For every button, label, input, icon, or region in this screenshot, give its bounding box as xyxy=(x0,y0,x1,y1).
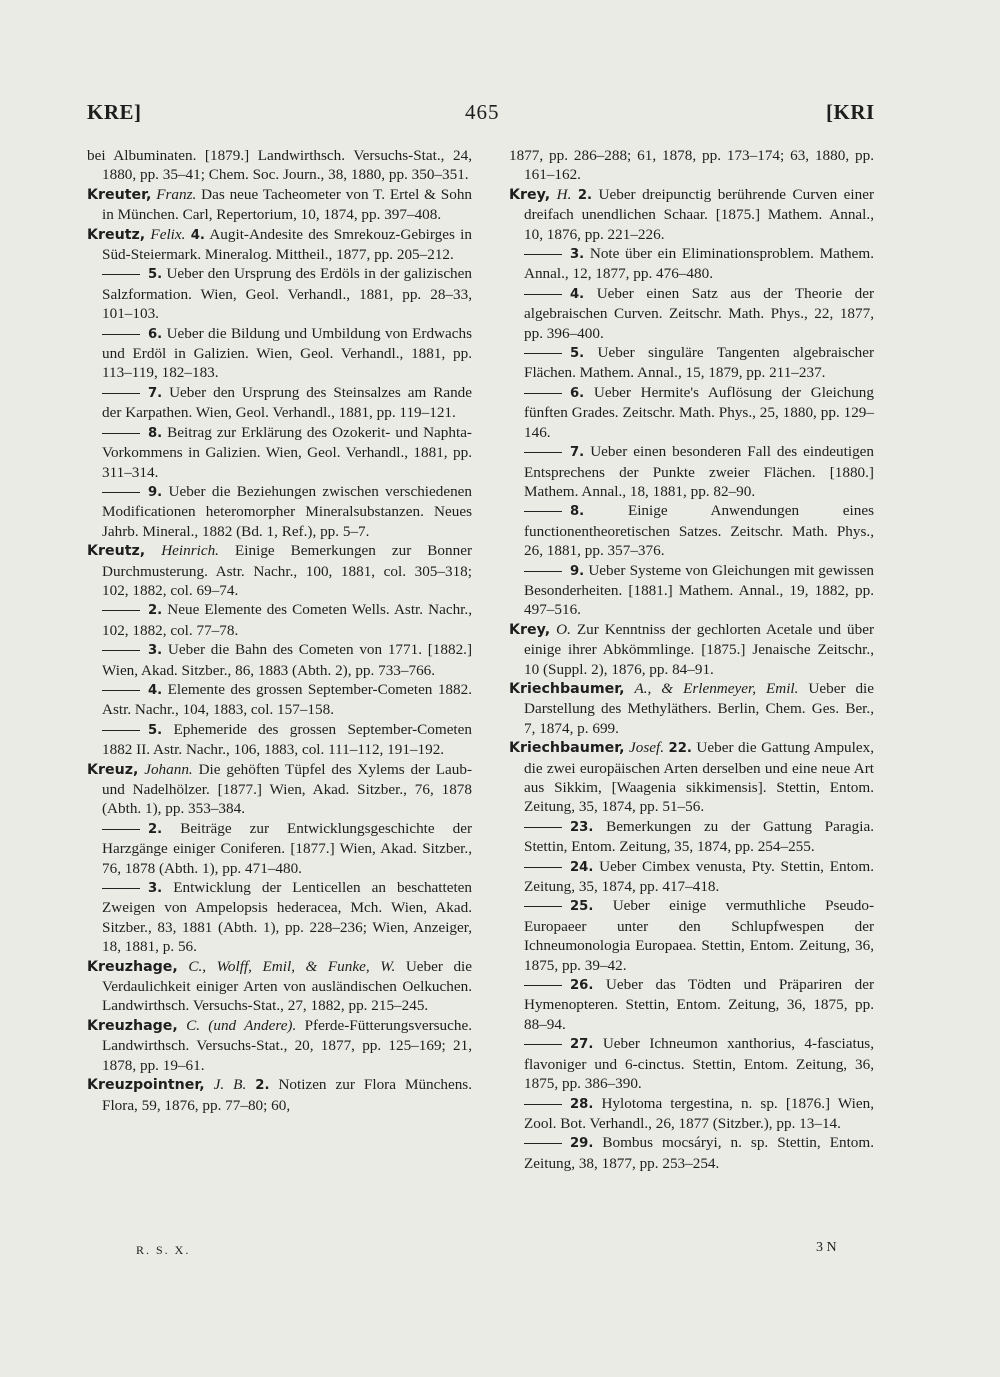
entry-text: Ueber einen Satz aus der Theorie der algebraischen Curven. Zeitschr. Math. Phys., 22, 1877, pp. 396–400. xyxy=(524,284,874,342)
author-given-name: H. xyxy=(556,185,572,203)
ditto-dash xyxy=(102,650,140,651)
entry-text: Ueber den Ursprung des Erdöls in der galizischen Salzformation. Wien, Geol. Verhandl., 1881, pp. 28–33, 101–103. xyxy=(102,265,472,323)
bibliography-entry xyxy=(509,146,874,185)
bibliography-entry xyxy=(509,284,874,343)
entry-text: Ueber einige vermuthliche Pseudo-Europaeer unter den Schlupfwespen der Ichneumonologia Europaea. Stettin, Entom. Zeitung, 36, 1875, pp. 39–42. xyxy=(524,897,875,974)
running-head-left: KRE] xyxy=(87,100,142,124)
ditto-dash xyxy=(524,827,562,828)
entry-number: 6. xyxy=(570,385,585,401)
entry-text: bei Albuminaten. [1879.] Landwirthsch. Versuchs-Stat., 24, 1880, pp. 35–41; Chem. Soc. Journ., 38, 1880, pp. 350–351. xyxy=(87,147,472,184)
entry-number: 4. xyxy=(570,286,585,302)
author-given-name: C., Wolff, Emil, & Funke, W. xyxy=(188,957,396,975)
author-name: Kreuzpointner, xyxy=(87,1077,205,1094)
entry-text: 1877, pp. 286–288; 61, 1878, pp. 173–174; 63, 1880, pp. 161–162. xyxy=(509,147,874,184)
bibliography-entry xyxy=(87,264,472,323)
entry-text: Ueber das Tödten und Präpariren der Hymenopteren. Stettin, Entom. Zeitung, 36, 1875, pp. 88–94. xyxy=(524,976,875,1033)
bibliography-entry xyxy=(87,482,472,541)
ditto-dash xyxy=(524,511,562,512)
entry-text: Hylotoma tergestina, n. sp. [1876.] Wien, Zool. Bot. Verhandl., 26, 1877 (Sitzber.), pp. 13–14. xyxy=(524,1094,874,1132)
right-column xyxy=(509,146,874,1173)
entry-text: Neue Elemente des Cometen Wells. Astr. Nachr., 102, 1882, col. 77–78. xyxy=(102,601,472,639)
entry-number: 3. xyxy=(148,643,163,659)
entry-text: Ueber den Ursprung des Steinsalzes am Rande der Karpathen. Wien, Geol. Verhandl., 1881, pp. 119–121. xyxy=(102,383,472,422)
author-given-name: A., & Erlenmeyer, Emil. xyxy=(634,679,799,697)
bibliography-entry xyxy=(509,975,874,1034)
bibliography-entry xyxy=(87,541,472,600)
bibliography-entry xyxy=(87,640,472,680)
bibliography-entry xyxy=(509,442,874,501)
bibliography-entry xyxy=(509,343,874,383)
bibliography-entry xyxy=(87,878,472,957)
ditto-dash xyxy=(102,690,140,691)
entry-number: 7. xyxy=(148,385,163,401)
entry-text: Ueber die Darstellung des Methyläthers. Berlin, Chem. Ges. Ber., 7, 1874, p. 699. xyxy=(524,679,875,737)
bibliography-entry xyxy=(87,146,472,185)
ditto-dash xyxy=(102,829,140,830)
entry-number: 22. xyxy=(668,741,692,757)
entry-text: Ephemeride des grossen September-Cometen 1882 II. Astr. Nachr., 106, 1883, col. 111–112, 191–192. xyxy=(102,720,472,759)
entry-number: 23. xyxy=(570,819,594,835)
entry-text: Das neue Tacheometer von T. Ertel & Sohn in München. Carl, Repertorium, 10, 1874, pp. 397–408. xyxy=(102,185,473,224)
entry-number: 8. xyxy=(148,425,163,441)
bibliography-entry xyxy=(87,957,472,1016)
entry-number: 25. xyxy=(570,899,594,915)
left-column xyxy=(87,146,472,1115)
entry-number: 2. xyxy=(577,187,593,203)
author-name: Kreuz, xyxy=(87,761,139,778)
entry-text: Beiträge zur Entwicklungsgeschichte der Harzgänge einiger Coniferen. [1877.] Wien, Akad. Sitzber., 76, 1878 (Abth. 1), pp. 471–480. xyxy=(102,819,472,877)
bibliography-entry xyxy=(87,600,472,640)
entry-text: Ueber einen besonderen Fall des eindeutigen Entsprechens der Punkte zweier Flächen. [1880.] Mathem. Annal., 18, 1881, pp. 82–90. xyxy=(524,443,875,500)
author-given-name: Franz. xyxy=(156,185,197,203)
bibliography-entry xyxy=(509,620,874,679)
author-name: Kriechbaumer, xyxy=(509,680,625,697)
author-given-name: Felix. xyxy=(150,225,186,243)
entry-number: 5. xyxy=(148,722,163,738)
entry-number: 9. xyxy=(570,563,585,579)
entry-number: 2. xyxy=(148,821,163,837)
author-name: Kreutz, xyxy=(87,226,146,243)
entry-text: Die gehöften Tüpfel des Xylems der Laub- und Nadelhölzer. [1877.] Wien, Akad. Sitzber., 76, 1878 (Abth. 1), pp. 353–384. xyxy=(102,760,473,818)
author-given-name: Heinrich. xyxy=(161,542,219,560)
entry-text: Ueber Cimbex venusta, Pty. Stettin, Entom. Zeitung, 35, 1874, pp. 417–418. xyxy=(524,857,875,896)
author-name: Krey, xyxy=(509,621,551,638)
bibliography-entry xyxy=(509,679,874,738)
entry-number: 7. xyxy=(570,445,585,461)
entry-number: 6. xyxy=(148,326,163,342)
bibliography-entry xyxy=(509,501,874,560)
entry-number: 26. xyxy=(570,978,594,994)
bibliography-entry xyxy=(509,857,874,897)
bibliography-entry xyxy=(87,680,472,720)
ditto-dash xyxy=(102,274,140,275)
bibliography-entry xyxy=(509,1034,874,1093)
ditto-dash xyxy=(524,393,562,394)
bibliography-entry xyxy=(509,1094,874,1134)
entry-text: Ueber die Bahn des Cometen von 1771. [1882.] Wien, Akad. Sitzber., 86, 1883 (Abth. 2), pp. 733–766. xyxy=(102,641,473,679)
bibliography-entry xyxy=(87,819,472,878)
entry-text: Bombus mocsáryi, n. sp. Stettin, Entom. Zeitung, 38, 1877, pp. 253–254. xyxy=(524,1134,875,1172)
entry-text: Bemerkungen zu der Gattung Paragia. Stettin, Entom. Zeitung, 35, 1874, pp. 254–255. xyxy=(524,817,874,856)
author-given-name: Josef. xyxy=(629,739,665,757)
ditto-dash xyxy=(524,452,562,453)
entry-number: 28. xyxy=(570,1096,594,1112)
bibliography-entry xyxy=(509,738,874,817)
entry-text: Ueber Hermite's Auflösung der Gleichung fünften Grades. Zeitschr. Math. Phys., 25, 1880, pp. 129–146. xyxy=(524,383,874,441)
ditto-dash xyxy=(102,334,140,335)
entry-text: Einige Bemerkungen zur Bonner Durchmusterung. Astr. Nachr., 100, 1881, col. 305–318; 102, 1882, col. 69–74. xyxy=(102,542,473,599)
author-name: Kreuzhage, xyxy=(87,1017,178,1034)
ditto-dash xyxy=(524,571,562,572)
author-name: Krey, xyxy=(509,186,551,203)
entry-text: Einige Anwendungen eines functionentheoretischen Satzes. Zeitschr. Math. Phys., 26, 1881, pp. 357–376. xyxy=(524,502,875,560)
ditto-dash xyxy=(102,610,140,611)
ditto-dash xyxy=(524,1143,562,1144)
bibliography-entry xyxy=(87,1075,472,1115)
ditto-dash xyxy=(524,985,562,986)
gathering-mark: 3 N xyxy=(816,1240,837,1255)
ditto-dash xyxy=(524,1104,562,1105)
bibliography-entry xyxy=(509,896,874,975)
page-number: 465 xyxy=(465,100,500,124)
running-head-right: [KRI xyxy=(826,100,875,124)
ditto-dash xyxy=(102,393,140,394)
author-given-name: Johann. xyxy=(144,760,193,778)
entry-number: 9. xyxy=(148,484,163,500)
author-given-name: O. xyxy=(556,620,571,638)
entry-text: Ueber Ichneumon xanthorius, 4-fasciatus, flavoniger und 6-cinctus. Stettin, Entom. Zeitung, 36, 1875, pp. 386–390. xyxy=(524,1035,875,1093)
entry-text: Ueber die Bildung und Umbildung von Erdwachs und Erdöl in Galizien. Wien, Geol. Verhandl., 1881, pp. 113–119, 182–183. xyxy=(102,324,473,382)
bibliography-entry xyxy=(509,817,874,857)
signature-mark: R. S. X. xyxy=(136,1243,191,1257)
bibliography-entry xyxy=(87,720,472,760)
entry-number: 8. xyxy=(570,504,585,520)
bibliography-entry xyxy=(87,383,472,423)
entry-number: 5. xyxy=(570,346,585,362)
entry-number: 29. xyxy=(570,1136,594,1152)
entry-text: Note über ein Eliminationsproblem. Mathem. Annal., 12, 1877, pp. 476–480. xyxy=(524,245,874,283)
entry-text: Augit-Andesite des Smrekouz-Gebirges in Süd-Steiermark. Mineralog. Mittheil., 1877, pp. 205–212. xyxy=(102,225,472,264)
ditto-dash xyxy=(524,254,562,255)
entry-number: 5. xyxy=(148,267,163,283)
entry-number: 2. xyxy=(255,1078,270,1094)
entry-number: 27. xyxy=(570,1037,594,1053)
ditto-dash xyxy=(524,906,562,907)
bibliography-entry xyxy=(87,225,472,265)
entry-number: 2. xyxy=(148,603,163,619)
ditto-dash xyxy=(102,492,140,493)
bibliography-entry xyxy=(509,561,874,620)
ditto-dash xyxy=(524,294,562,295)
entry-text: Ueber Systeme von Gleichungen mit gewissen Besonderheiten. [1881.] Mathem. Annal., 19, 1882, pp. 497–516. xyxy=(524,561,874,619)
bibliography-entry xyxy=(509,185,874,244)
bibliography-entry xyxy=(509,383,874,442)
entry-number: 24. xyxy=(570,859,594,875)
bibliography-entry xyxy=(87,185,472,225)
entry-text: Ueber die Verdaulichkeit einiger Arten von ausländischen Oelkuchen. Landwirthsch. Versuchs-Stat., 27, 1882, pp. 215–245. xyxy=(102,957,473,1015)
entry-text: Elemente des grossen September-Cometen 1882. Astr. Nachr., 104, 1883, col. 157–158. xyxy=(102,680,472,719)
author-name: Kriechbaumer, xyxy=(509,740,625,757)
entry-text: Ueber singuläre Tangenten algebraischer Flächen. Mathem. Annal., 15, 1879, pp. 211–237. xyxy=(524,344,875,382)
entry-number: 4. xyxy=(190,227,205,243)
author-given-name: C. (und Andere). xyxy=(186,1016,297,1034)
entry-text: Zur Kenntniss der gechlorten Acetale und über einige ihrer Abkömmlinge. [1875.] Jenaische Zeitschr., 10 (Suppl. 2), 1876, pp. 84–91. xyxy=(524,620,874,678)
author-name: Kreutz, xyxy=(87,543,146,560)
entry-text: Beitrag zur Erklärung des Ozokerit- und Naphta-Vorkommens in Galizien. Wien, Geol. Verhandl., 1881, pp. 311–314. xyxy=(102,423,472,481)
bibliography-entry xyxy=(87,324,472,383)
entry-text: Ueber dreipunctig berührende Curven einer dreifach unendlichen Schaar. [1875.] Mathem. Annal., 10, 1876, pp. 221–226. xyxy=(524,185,875,243)
entry-text: Pferde-Fütterungsversuche. Landwirthsch. Versuchs-Stat., 20, 1877, pp. 125–169; 21, 1878, pp. 19–61. xyxy=(102,1016,473,1074)
author-name: Kreuter, xyxy=(87,186,152,203)
bibliography-entry xyxy=(509,1133,874,1173)
entry-text: Ueber die Beziehungen zwischen verschiedenen Modificationen heteromorpher Mineralsubstanzen. Neues Jahrb. Mineral., 1882 (Bd. 1, Ref.), pp. 5–7. xyxy=(102,482,473,540)
bibliography-entry xyxy=(87,423,472,482)
author-given-name: J. B. xyxy=(213,1076,247,1094)
ditto-dash xyxy=(524,353,562,354)
ditto-dash xyxy=(102,888,140,889)
entry-text: Notizen zur Flora Münchens. Flora, 59, 1876, pp. 77–80; 60, xyxy=(102,1076,473,1114)
bibliography-entry xyxy=(87,1016,472,1075)
entry-number: 4. xyxy=(148,682,163,698)
bibliography-entry xyxy=(509,244,874,284)
ditto-dash xyxy=(102,730,140,731)
author-name: Kreuzhage, xyxy=(87,958,178,975)
ditto-dash xyxy=(524,1044,562,1045)
entry-number: 3. xyxy=(570,247,585,263)
ditto-dash xyxy=(524,867,562,868)
entry-number: 3. xyxy=(148,881,163,897)
entry-text: Ueber die Gattung Ampulex, die zwei europäischen Arten derselben und eine neue Art aus Sikkim, [Waagenia sikkimensis]. Stettin, Entom. Zeitung, 35, 1874, pp. 51–56. xyxy=(524,739,874,816)
bibliography-entry xyxy=(87,760,472,819)
ditto-dash xyxy=(102,433,140,434)
entry-text: Entwicklung der Lenticellen an beschatteten Zweigen von Ampelopsis hederacea, Mch. Wien, Akad. Sitzber., 83, 1881 (Abth. 1), pp. 228–236; Wien, Anzeiger, 18, 1881, p. 56. xyxy=(102,879,473,956)
